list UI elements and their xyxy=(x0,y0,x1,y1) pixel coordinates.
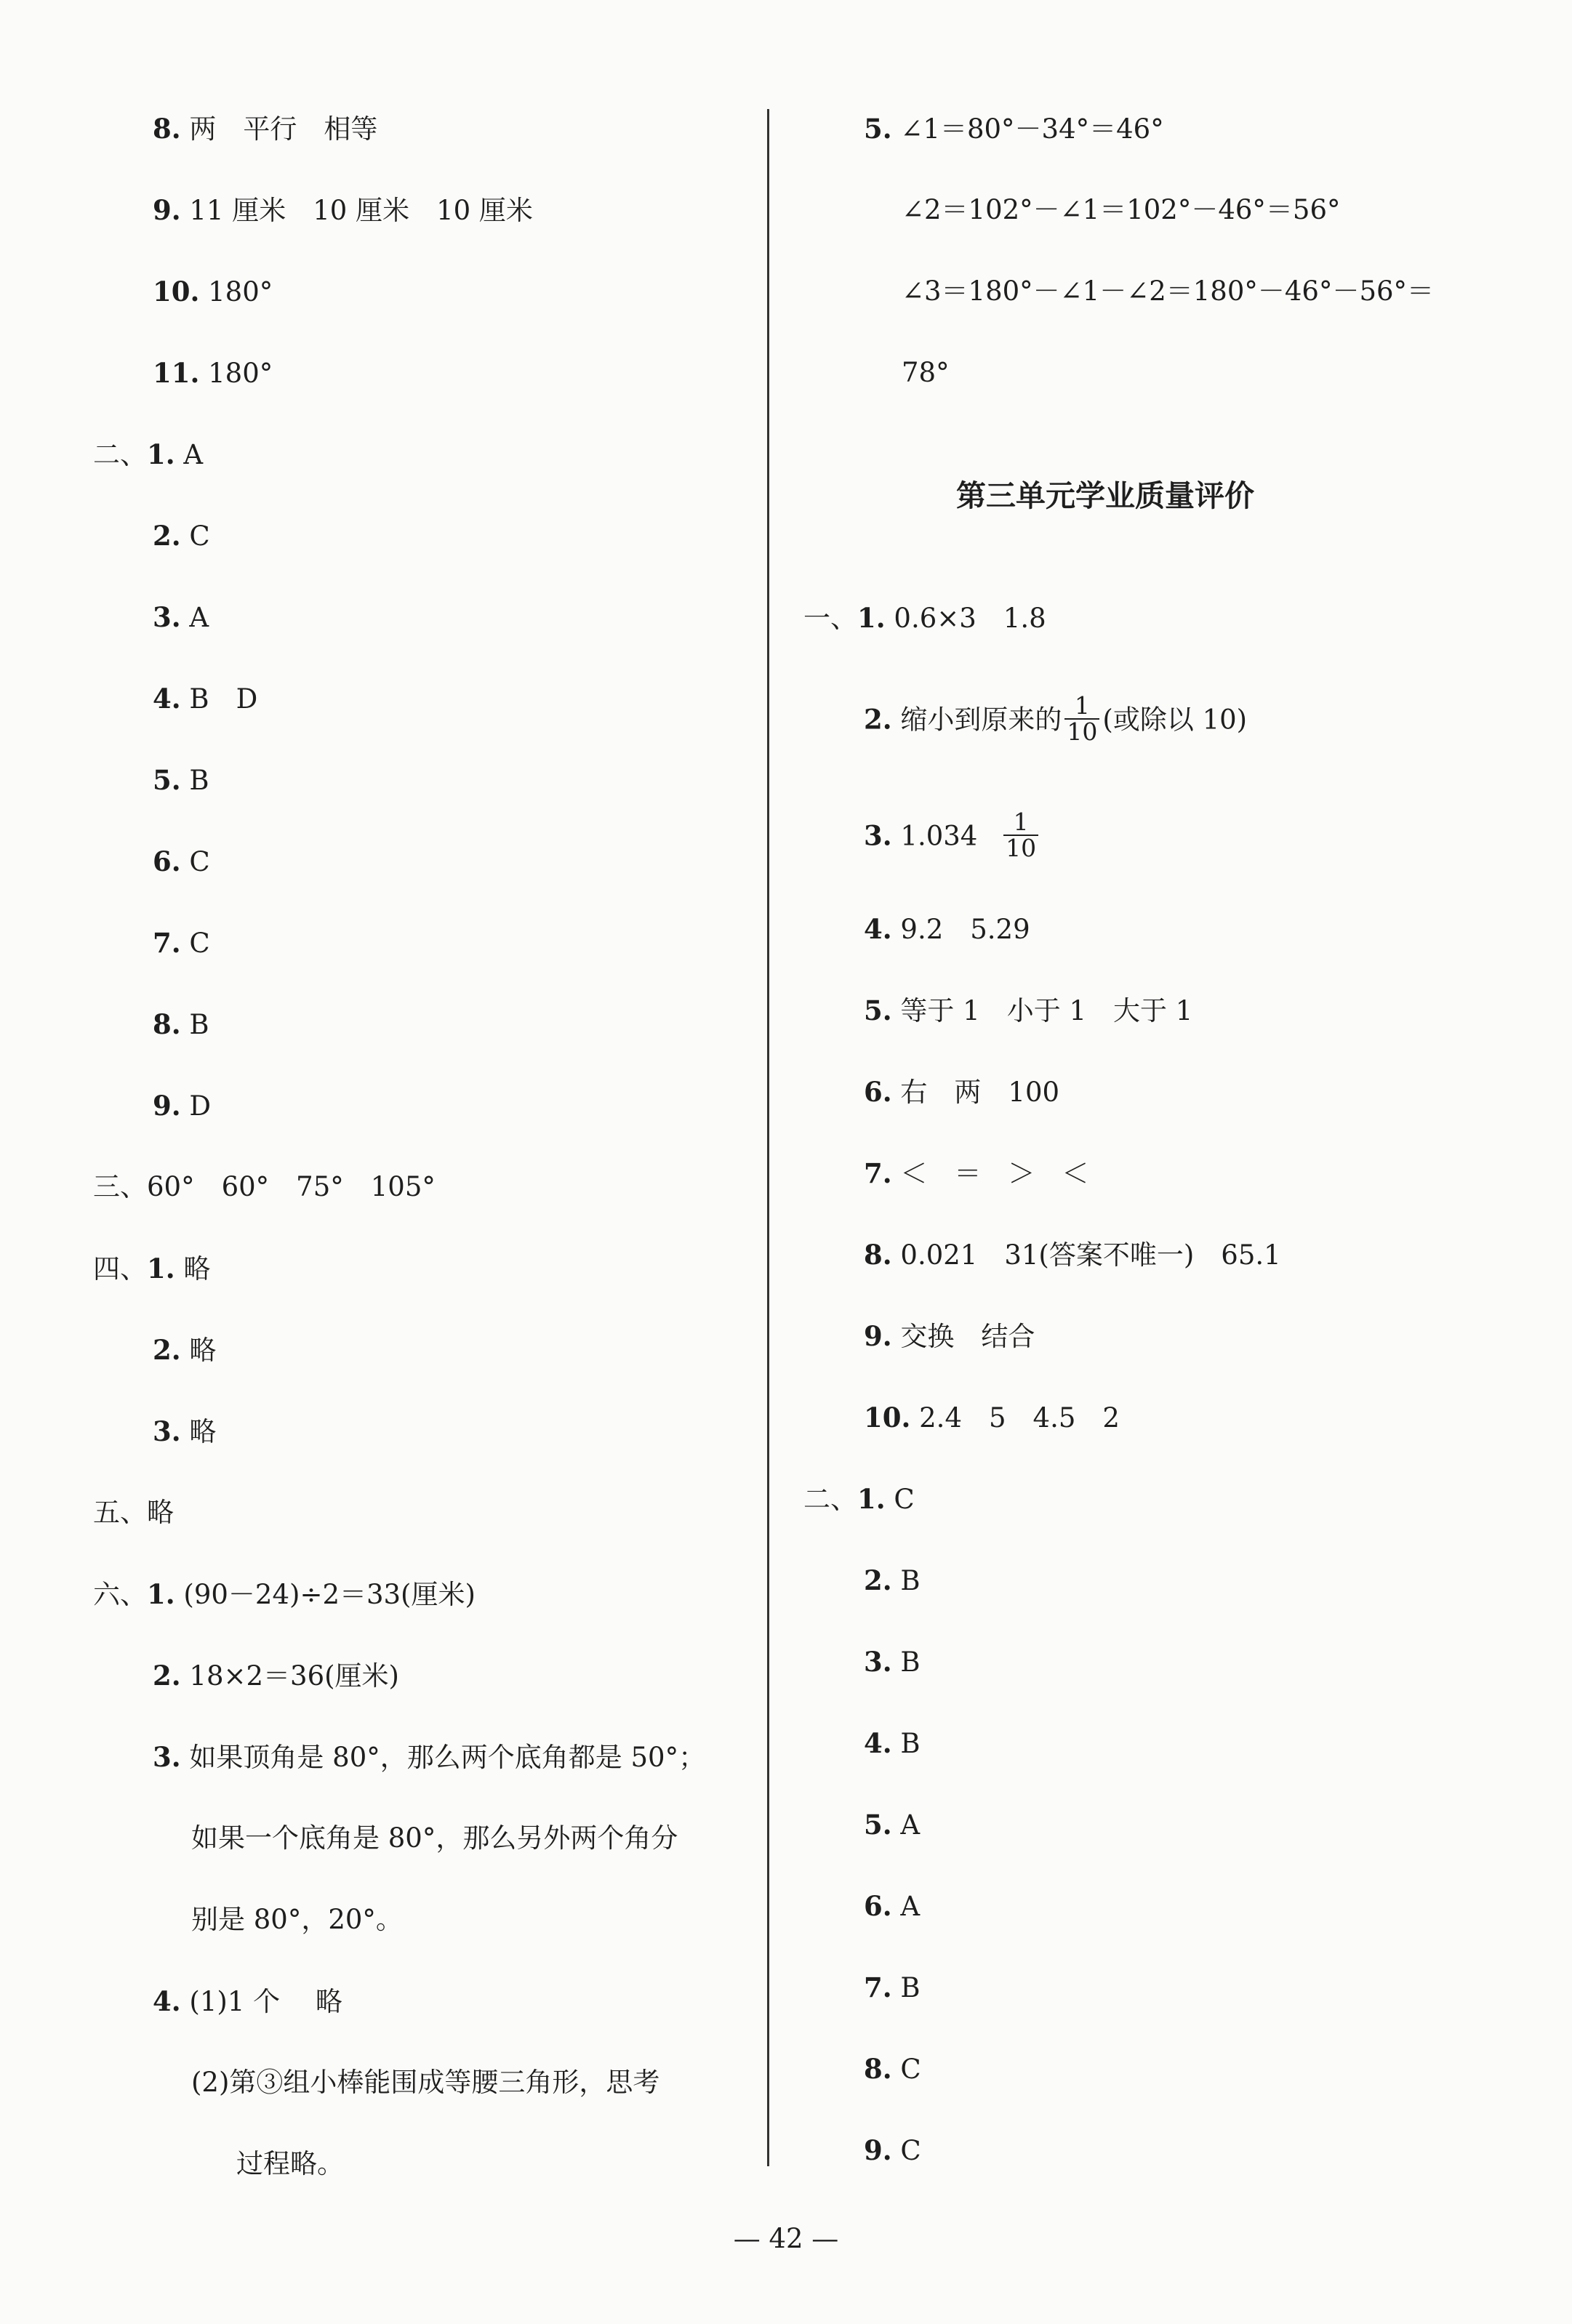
answer-text: 78° xyxy=(902,357,950,388)
answer-text: 11 厘米 10 厘米 10 厘米 xyxy=(189,195,533,226)
answer-text: B xyxy=(189,1009,209,1040)
answer-text: 两 平行 相等 xyxy=(189,113,378,145)
answer-text: 9.2 5.29 xyxy=(900,914,1030,945)
section-label: 二、 xyxy=(803,1484,857,1515)
answer-text: ＜ ＝ ＞ ＜ xyxy=(900,1158,1089,1189)
question-number: 2. xyxy=(864,1564,892,1596)
answer-text: B xyxy=(900,1728,921,1759)
question-number: 11. xyxy=(153,357,200,389)
answer-line xyxy=(153,1983,342,2020)
question-number: 9. xyxy=(864,1320,892,1352)
answer-text: C xyxy=(189,928,210,959)
answer-text: (或除以 10) xyxy=(1102,704,1248,736)
answer-line xyxy=(864,1562,921,1599)
answer-text: (2)第③组小棒能围成等腰三角形，思考 xyxy=(191,2067,660,2098)
answer-line xyxy=(803,600,1046,637)
answer-text: 略 xyxy=(147,1497,174,1528)
fraction xyxy=(1064,693,1099,744)
question-number: 2. xyxy=(864,703,892,736)
question-number: 4. xyxy=(864,1727,892,1759)
answer-text: 0.021 31(答案不唯一) 65.1 xyxy=(900,1239,1281,1271)
question-number: 3. xyxy=(153,1415,181,1447)
answer-text: A xyxy=(900,1809,921,1841)
answer-line xyxy=(153,192,533,229)
answer-line xyxy=(153,1657,399,1694)
answer-line xyxy=(864,911,1030,948)
answer-line xyxy=(93,1169,436,1205)
answer-text: ∠1＝80°－34°＝46° xyxy=(900,113,1164,145)
answer-text: 略 xyxy=(183,1253,211,1284)
question-number: 3. xyxy=(153,1741,181,1773)
answer-text: C xyxy=(894,1484,915,1515)
section-label: 一、 xyxy=(803,603,857,634)
answer-text: A xyxy=(183,439,204,470)
answer-line xyxy=(864,691,1248,747)
answer-line xyxy=(864,1399,1120,1436)
answer-line xyxy=(864,1074,1059,1111)
question-number: 1. xyxy=(147,438,175,470)
answer-line xyxy=(153,925,210,962)
answer-line xyxy=(153,1413,216,1450)
answer-text: B xyxy=(900,1972,921,2003)
answer-text: 如果顶角是 80°，那么两个底角都是 50°； xyxy=(189,1742,706,1773)
question-number: 10. xyxy=(864,1402,911,1434)
question-number: 5. xyxy=(864,994,892,1026)
question-number: 1. xyxy=(147,1578,175,1610)
answer-line xyxy=(864,1888,920,1925)
answer-line xyxy=(153,110,377,148)
answer-line xyxy=(864,1644,921,1681)
answer-line xyxy=(153,273,273,310)
question-number: 7. xyxy=(864,1157,892,1189)
answer-line xyxy=(864,1237,1281,1274)
fraction-denominator: 10 xyxy=(1006,834,1037,862)
answer-line xyxy=(153,599,209,636)
answer-text: ∠3＝180°－∠1－∠2＝180°－46°－56°＝ xyxy=(902,276,1435,307)
fraction-denominator: 10 xyxy=(1067,717,1098,746)
answer-line xyxy=(153,762,209,799)
question-number: 7. xyxy=(864,1971,892,2003)
answer-text: (1)1 个 略 xyxy=(189,1986,342,2017)
answer-text: 右 两 100 xyxy=(900,1077,1060,1108)
answer-line xyxy=(864,1318,1035,1355)
section-title: 第三单元学业质量评价 xyxy=(956,478,1254,513)
answer-text: C xyxy=(189,846,210,877)
answer-text: 1.034 xyxy=(900,820,978,852)
answer-text: (90－24)÷2＝33(厘米) xyxy=(183,1579,476,1610)
answer-line xyxy=(153,355,273,392)
question-number: 6. xyxy=(153,845,181,877)
question-number: 9. xyxy=(864,2134,892,2166)
answer-line xyxy=(153,1739,705,1776)
answer-text: A xyxy=(900,1891,921,1922)
answer-line xyxy=(153,680,257,717)
answer-line xyxy=(864,2051,921,2088)
question-number: 3. xyxy=(153,601,181,633)
answer-text: D xyxy=(189,1090,212,1122)
answer-text: C xyxy=(900,2054,921,2085)
section-label: 四、 xyxy=(93,1253,147,1284)
answer-text: A xyxy=(189,602,209,633)
question-number: 1. xyxy=(857,1483,886,1515)
answer-line xyxy=(864,1155,1088,1192)
answer-text: 60° 60° 75° 105° xyxy=(147,1171,436,1202)
answer-line xyxy=(153,843,210,880)
answer-line xyxy=(93,1250,210,1287)
question-number: 2. xyxy=(153,1334,181,1366)
answer-line xyxy=(803,1481,915,1518)
answer-text: 180° xyxy=(208,358,273,389)
question-number: 8. xyxy=(864,2053,892,2085)
answer-text: B xyxy=(189,765,209,796)
question-number: 8. xyxy=(153,113,181,145)
answer-line xyxy=(93,436,203,473)
answer-line xyxy=(153,1087,211,1125)
question-number: 5. xyxy=(153,764,181,796)
question-number: 3. xyxy=(864,819,892,852)
answer-line xyxy=(864,1969,921,2006)
question-number: 6. xyxy=(864,1890,892,1922)
question-number: 1. xyxy=(857,602,886,634)
answer-text: 略 xyxy=(189,1335,217,1366)
answer-text: ∠2＝102°－∠1＝102°－46°＝56° xyxy=(902,194,1341,225)
answer-line xyxy=(93,1495,174,1531)
question-number: 2. xyxy=(153,520,181,552)
answer-text: 180° xyxy=(208,276,273,307)
question-number: 5. xyxy=(864,113,892,145)
answer-text: 2.4 5 4.5 2 xyxy=(919,1402,1120,1434)
question-number: 7. xyxy=(153,927,181,959)
answer-text: 等于 1 小于 1 大于 1 xyxy=(900,995,1193,1026)
answer-line xyxy=(864,808,1041,864)
question-number: 9. xyxy=(153,194,181,226)
section-label: 三、 xyxy=(93,1171,147,1202)
answer-line xyxy=(864,1806,920,1843)
answer-text: 交换 结合 xyxy=(900,1321,1035,1352)
answer-text: 过程略。 xyxy=(236,2148,344,2179)
answer-line xyxy=(864,110,1164,148)
answer-text: 0.6×3 1.8 xyxy=(894,603,1046,634)
question-number: 4. xyxy=(864,913,892,945)
section-label: 六、 xyxy=(93,1579,147,1610)
question-number: 3. xyxy=(864,1646,892,1678)
answer-line xyxy=(864,992,1192,1029)
section-label: 二、 xyxy=(93,439,147,470)
answer-text: 略 xyxy=(189,1416,217,1447)
question-number: 8. xyxy=(864,1239,892,1271)
section-label: 五、 xyxy=(93,1497,147,1528)
column-divider xyxy=(767,109,769,2166)
fraction-numerator: 1 xyxy=(1064,693,1099,720)
answer-line xyxy=(153,1332,216,1369)
question-number: 9. xyxy=(153,1090,181,1122)
answer-text: 如果一个底角是 80°，那么另外两个角分 xyxy=(191,1822,678,1854)
page-number: — 42 — xyxy=(733,2223,839,2254)
answer-text: B xyxy=(900,1646,921,1678)
answer-line xyxy=(864,1725,921,1762)
answer-line xyxy=(864,2132,921,2169)
answer-line xyxy=(153,518,210,555)
question-number: 8. xyxy=(153,1008,181,1040)
answer-text: B D xyxy=(189,683,258,715)
answer-text: C xyxy=(189,520,210,552)
fraction-numerator: 1 xyxy=(1003,810,1038,836)
answer-text: B xyxy=(900,1565,921,1596)
question-number: 2. xyxy=(153,1660,181,1692)
answer-text: 18×2＝36(厘米) xyxy=(189,1660,399,1692)
answer-text: C xyxy=(900,2135,921,2166)
question-number: 4. xyxy=(153,1985,181,2017)
answer-line xyxy=(93,1576,476,1613)
question-number: 5. xyxy=(864,1809,892,1841)
answer-text: 别是 80°，20°。 xyxy=(191,1904,403,1935)
question-number: 4. xyxy=(153,683,181,715)
question-number: 6. xyxy=(864,1076,892,1108)
question-number: 1. xyxy=(147,1253,175,1284)
answer-line xyxy=(153,1006,209,1043)
answer-text: 缩小到原来的 xyxy=(900,704,1062,736)
question-number: 10. xyxy=(153,276,200,307)
fraction xyxy=(1003,810,1038,861)
